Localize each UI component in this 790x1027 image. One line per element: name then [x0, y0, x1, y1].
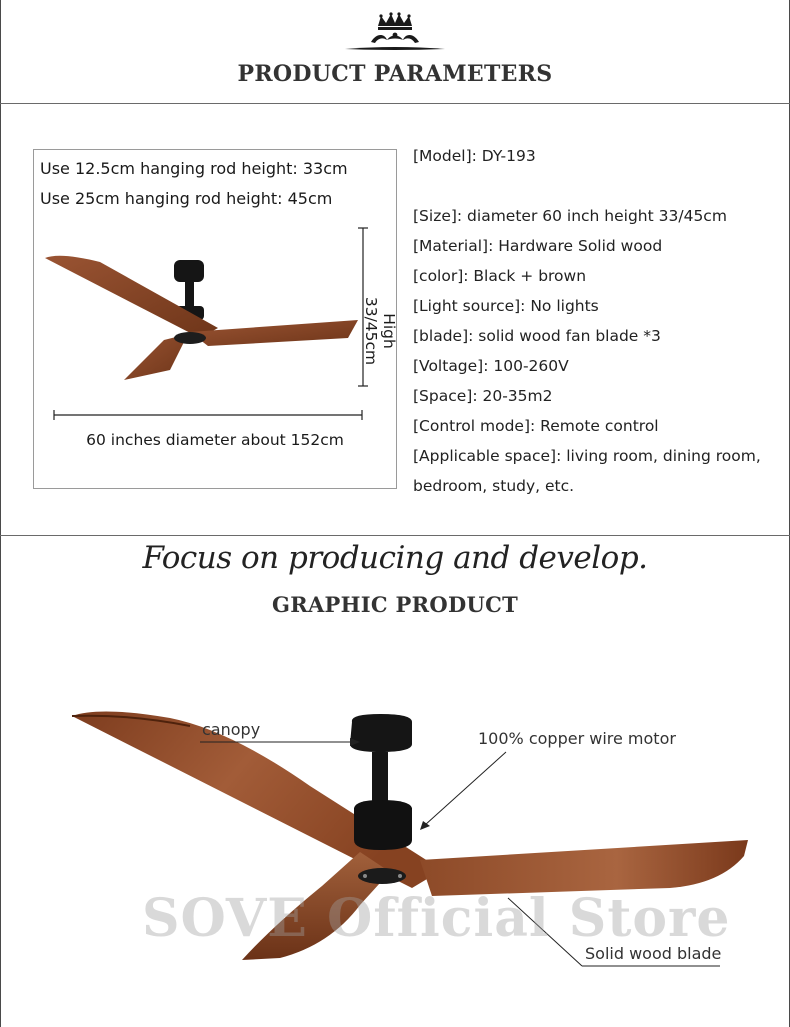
- spec-material: [Material]: Hardware Solid wood: [413, 237, 663, 255]
- spec-voltage: [Voltage]: 100-260V: [413, 357, 569, 375]
- spec-control-mode: [Control mode]: Remote control: [413, 417, 659, 435]
- page-border-left: [0, 0, 1, 1027]
- section-heading-parameters: PRODUCT PARAMETERS: [237, 61, 553, 87]
- height-dimension-label: High 33/45cm: [362, 296, 398, 366]
- divider: [0, 535, 790, 536]
- callout-canopy: canopy: [202, 720, 261, 739]
- fan-diagram-image: [40, 220, 370, 420]
- spec-blade: [blade]: solid wood fan blade *3: [413, 327, 661, 345]
- spec-color: [color]: Black + brown: [413, 267, 587, 285]
- diameter-dimension-label: 60 inches diameter about 152cm: [86, 431, 344, 449]
- spec-applicable-space: [Applicable space]: living room, dining room,: [413, 447, 761, 465]
- spec-size: [Size]: diameter 60 inch height 33/45cm: [413, 207, 727, 225]
- callout-motor: 100% copper wire motor: [478, 729, 676, 748]
- spec-model: [Model]: DY-193: [413, 147, 536, 165]
- spec-light-source: [Light source]: No lights: [413, 297, 599, 315]
- crown-ornament-icon: [325, 12, 465, 56]
- callout-blade: Solid wood blade: [585, 944, 722, 963]
- rod-note-2: Use 25cm hanging rod height: 45cm: [40, 189, 333, 208]
- store-watermark: SOVE Official Store: [142, 888, 731, 949]
- spec-space: [Space]: 20-35m2: [413, 387, 553, 405]
- tagline: Focus on producing and develop.: [142, 540, 648, 576]
- divider: [0, 103, 790, 104]
- section-heading-graphic: GRAPHIC PRODUCT: [271, 592, 519, 617]
- spec-applicable-space-cont: bedroom, study, etc.: [413, 477, 575, 495]
- rod-note-1: Use 12.5cm hanging rod height: 33cm: [40, 159, 348, 178]
